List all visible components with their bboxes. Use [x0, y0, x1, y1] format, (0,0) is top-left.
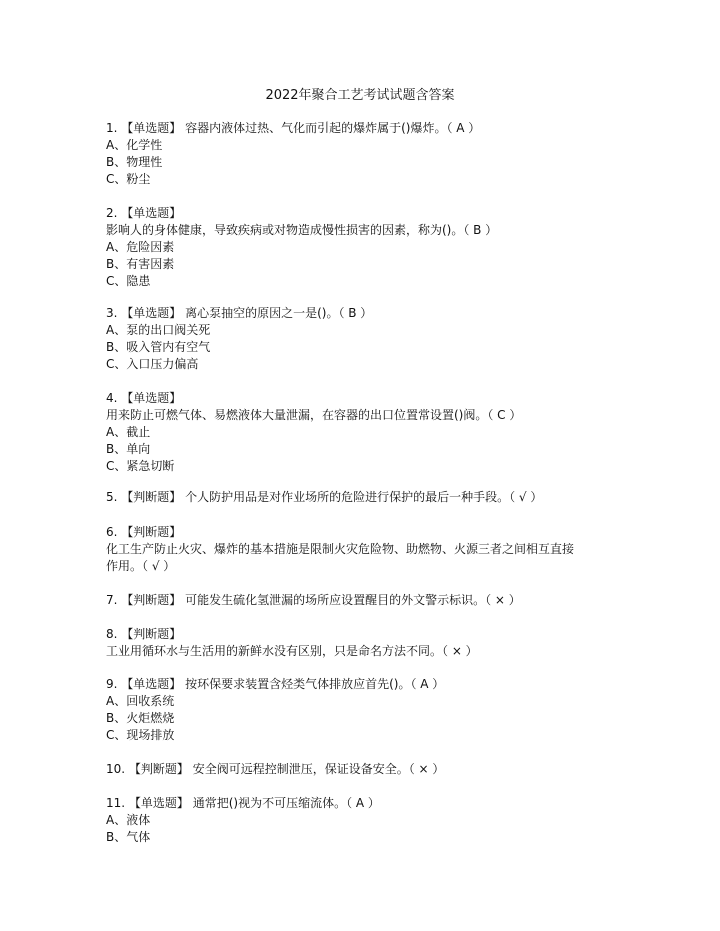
question-3-stem: 3. 【单选题】 离心泵抽空的原因之一是()。（ B ） — [106, 306, 373, 320]
question-9-stem: 9. 【单选题】 按环保要求装置含烃类气体排放应首先()。（ A ） — [106, 677, 445, 691]
question-4-stem: 用来防止可燃气体、易燃液体大量泄漏，在容器的出口位置常设置()阀。（ C ） — [106, 408, 522, 422]
question-3-option-a: A、泵的出口阀关死 — [106, 323, 211, 337]
question-4-header: 4. 【单选题】 — [106, 391, 182, 405]
question-11-option-a: A、液体 — [106, 813, 151, 827]
question-11-option-b: B、气体 — [106, 830, 151, 844]
question-6-header: 6. 【判断题】 — [106, 525, 182, 539]
document-title: 2022年聚合工艺考试试题含答案 — [265, 88, 455, 103]
question-1-stem: 1. 【单选题】 容器内液体过热、气化而引起的爆炸属于()爆炸。（ A ） — [106, 121, 481, 135]
question-2-header: 2. 【单选题】 — [106, 206, 182, 220]
question-10-stem: 10. 【判断题】 安全阀可远程控制泄压，保证设备安全。（ × ） — [106, 762, 445, 776]
question-4-option-a: A、截止 — [106, 425, 151, 439]
question-2-option-b: B、有害因素 — [106, 257, 175, 271]
question-3-option-c: C、入口压力偏高 — [106, 357, 199, 371]
question-2-option-a: A、危险因素 — [106, 240, 175, 254]
question-6-stem-continued: 作用。（ √ ） — [106, 559, 176, 573]
question-6-stem: 化工生产防止火灾、爆炸的基本措施是限制火灾危险物、助燃物、火源三者之间相互直接 — [106, 542, 575, 556]
question-4-option-c: C、紧急切断 — [106, 459, 175, 473]
question-3-option-b: B、吸入管内有空气 — [106, 340, 211, 354]
question-9-option-c: C、现场排放 — [106, 728, 175, 742]
question-1-option-a: A、化学性 — [106, 138, 163, 152]
question-8-stem: 工业用循环水与生活用的新鲜水没有区别，只是命名方法不同。（ × ） — [106, 644, 478, 658]
question-5-stem: 5. 【判断题】 个人防护用品是对作业场所的危险进行保护的最后一种手段。（ √ ） — [106, 490, 543, 504]
question-2-stem: 影响人的身体健康，导致疾病或对物造成慢性损害的因素，称为()。（ B ） — [106, 223, 498, 237]
question-7-stem: 7. 【判断题】 可能发生硫化氢泄漏的场所应设置醒目的外文警示标识。（ × ） — [106, 593, 521, 607]
question-9-option-b: B、火炬燃烧 — [106, 711, 175, 725]
question-1-option-b: B、物理性 — [106, 155, 163, 169]
question-11-stem: 11. 【单选题】 通常把()视为不可压缩流体。（ A ） — [106, 796, 380, 810]
question-8-header: 8. 【判断题】 — [106, 627, 182, 641]
question-9-option-a: A、回收系统 — [106, 694, 175, 708]
question-4-option-b: B、单向 — [106, 442, 151, 456]
question-2-option-c: C、隐患 — [106, 274, 151, 288]
question-1-option-c: C、粉尘 — [106, 172, 151, 186]
